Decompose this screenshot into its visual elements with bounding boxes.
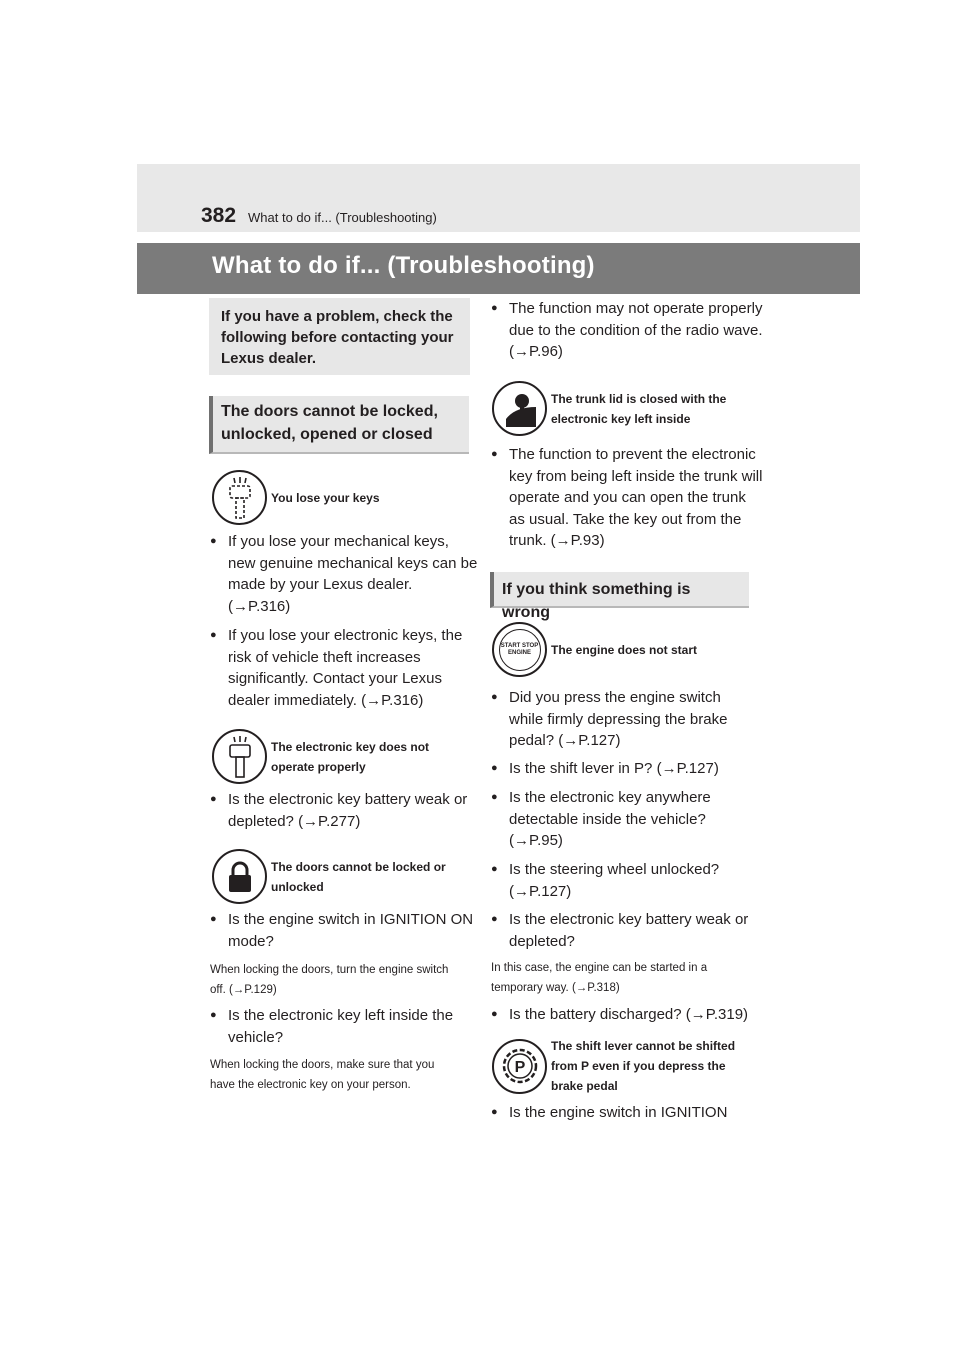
gear-p-letter: P xyxy=(514,1059,525,1076)
key-icon xyxy=(212,470,267,525)
key-not-operate-row xyxy=(212,729,461,784)
start-stop-engine-icon xyxy=(492,622,547,677)
section-heading-doors: The doors cannot be locked, unlocked, opened or closed xyxy=(209,396,469,454)
shift-lever-row xyxy=(492,1036,749,1096)
lose-keys-label: You lose your keys xyxy=(271,490,380,505)
engine-start-row xyxy=(492,622,746,677)
page-title: What to do if... (Troubleshooting) xyxy=(212,252,595,279)
bullet-mechanical-keys: ● If you lose your mechanical keys, new genuine mechanical keys can be made by your Lexus dealer. (→P.316) xyxy=(210,531,478,617)
shift-lever-label: The shift lever cannot be shifted from P even if you depress the brake pedal xyxy=(551,1039,736,1093)
cannot-lock-row xyxy=(212,849,461,904)
trunk-label: The trunk lid is closed with the electronic key left inside xyxy=(551,391,727,426)
note-turn-engine-off: When locking the doors, turn the engine switch off. (→P.129) xyxy=(210,964,449,996)
section-heading-something-wrong: If you think something is wrong xyxy=(490,572,749,608)
running-title: What to do if... (Troubleshooting) xyxy=(248,210,437,225)
start-stop-button-face: START STOP ENGINE xyxy=(499,629,541,671)
lose-keys-row xyxy=(212,470,461,525)
bullet-radio-wave: ● The function may not operate properly due to the condition of the radio wave. (→P.96) xyxy=(491,298,765,363)
intro-box xyxy=(209,298,470,375)
padlock-icon xyxy=(212,849,267,904)
note-temporary-start: In this case, the engine can be started in a temporary way. (→P.318) xyxy=(491,962,708,994)
intro-text: If you have a problem, check the following before contacting your Lexus dealer. xyxy=(221,308,454,367)
bullet-key-detectable: ● Is the electronic key anywhere detectable inside the vehicle? (→P.95) xyxy=(491,787,744,852)
key-icon xyxy=(212,729,267,784)
shift-p-gear-icon xyxy=(492,1039,547,1094)
page-number: 382 xyxy=(201,204,237,227)
engine-start-label: The engine does not start xyxy=(551,642,698,657)
bullet-shift-lever-p: ● Is the shift lever in P? (→P.127) xyxy=(491,758,759,780)
cannot-lock-label: The doors cannot be locked or unlocked xyxy=(271,859,446,894)
key-not-operate-label: The electronic key does not operate properly xyxy=(271,739,430,774)
note-key-on-person: When locking the doors, make sure that you have the electronic key on your person. xyxy=(210,1059,435,1091)
bullet-trunk-function: ● The function to prevent the electronic key from being left inside the trunk will operate and you can open the trunk as usual. Take the key out from the trunk. (→P.93) xyxy=(491,444,763,552)
header-band xyxy=(137,164,860,232)
bullet-engine-switch-ignition: ● Is the engine switch in IGNITION ON mode? xyxy=(210,909,478,952)
bullet-key-left-inside: ● Is the electronic key left inside the vehicle? xyxy=(210,1005,478,1048)
trunk-row xyxy=(492,381,746,436)
bullet-electronic-keys: ● If you lose your electronic keys, the risk of vehicle theft increases significantly. Contact your Lexus dealer immediately. (→P.316) xyxy=(210,625,480,711)
bullet-key-battery-engine: ● Is the electronic key battery weak or depleted? xyxy=(491,909,765,952)
bullet-steering-unlocked: ● Is the steering wheel unlocked? (→P.127) xyxy=(491,859,759,902)
bullet-key-battery: ● Is the electronic key battery weak or depleted? (→P.277) xyxy=(210,789,484,832)
bullet-press-engine-switch: ● Did you press the engine switch while firmly depressing the brake pedal? (→P.127) xyxy=(491,687,759,752)
bullet-engine-switch-ignition-2: ● Is the engine switch in IGNITION xyxy=(491,1102,759,1124)
trunk-icon xyxy=(492,381,547,436)
bullet-battery-discharged: ● Is the battery discharged? (→P.319) xyxy=(491,1004,769,1026)
